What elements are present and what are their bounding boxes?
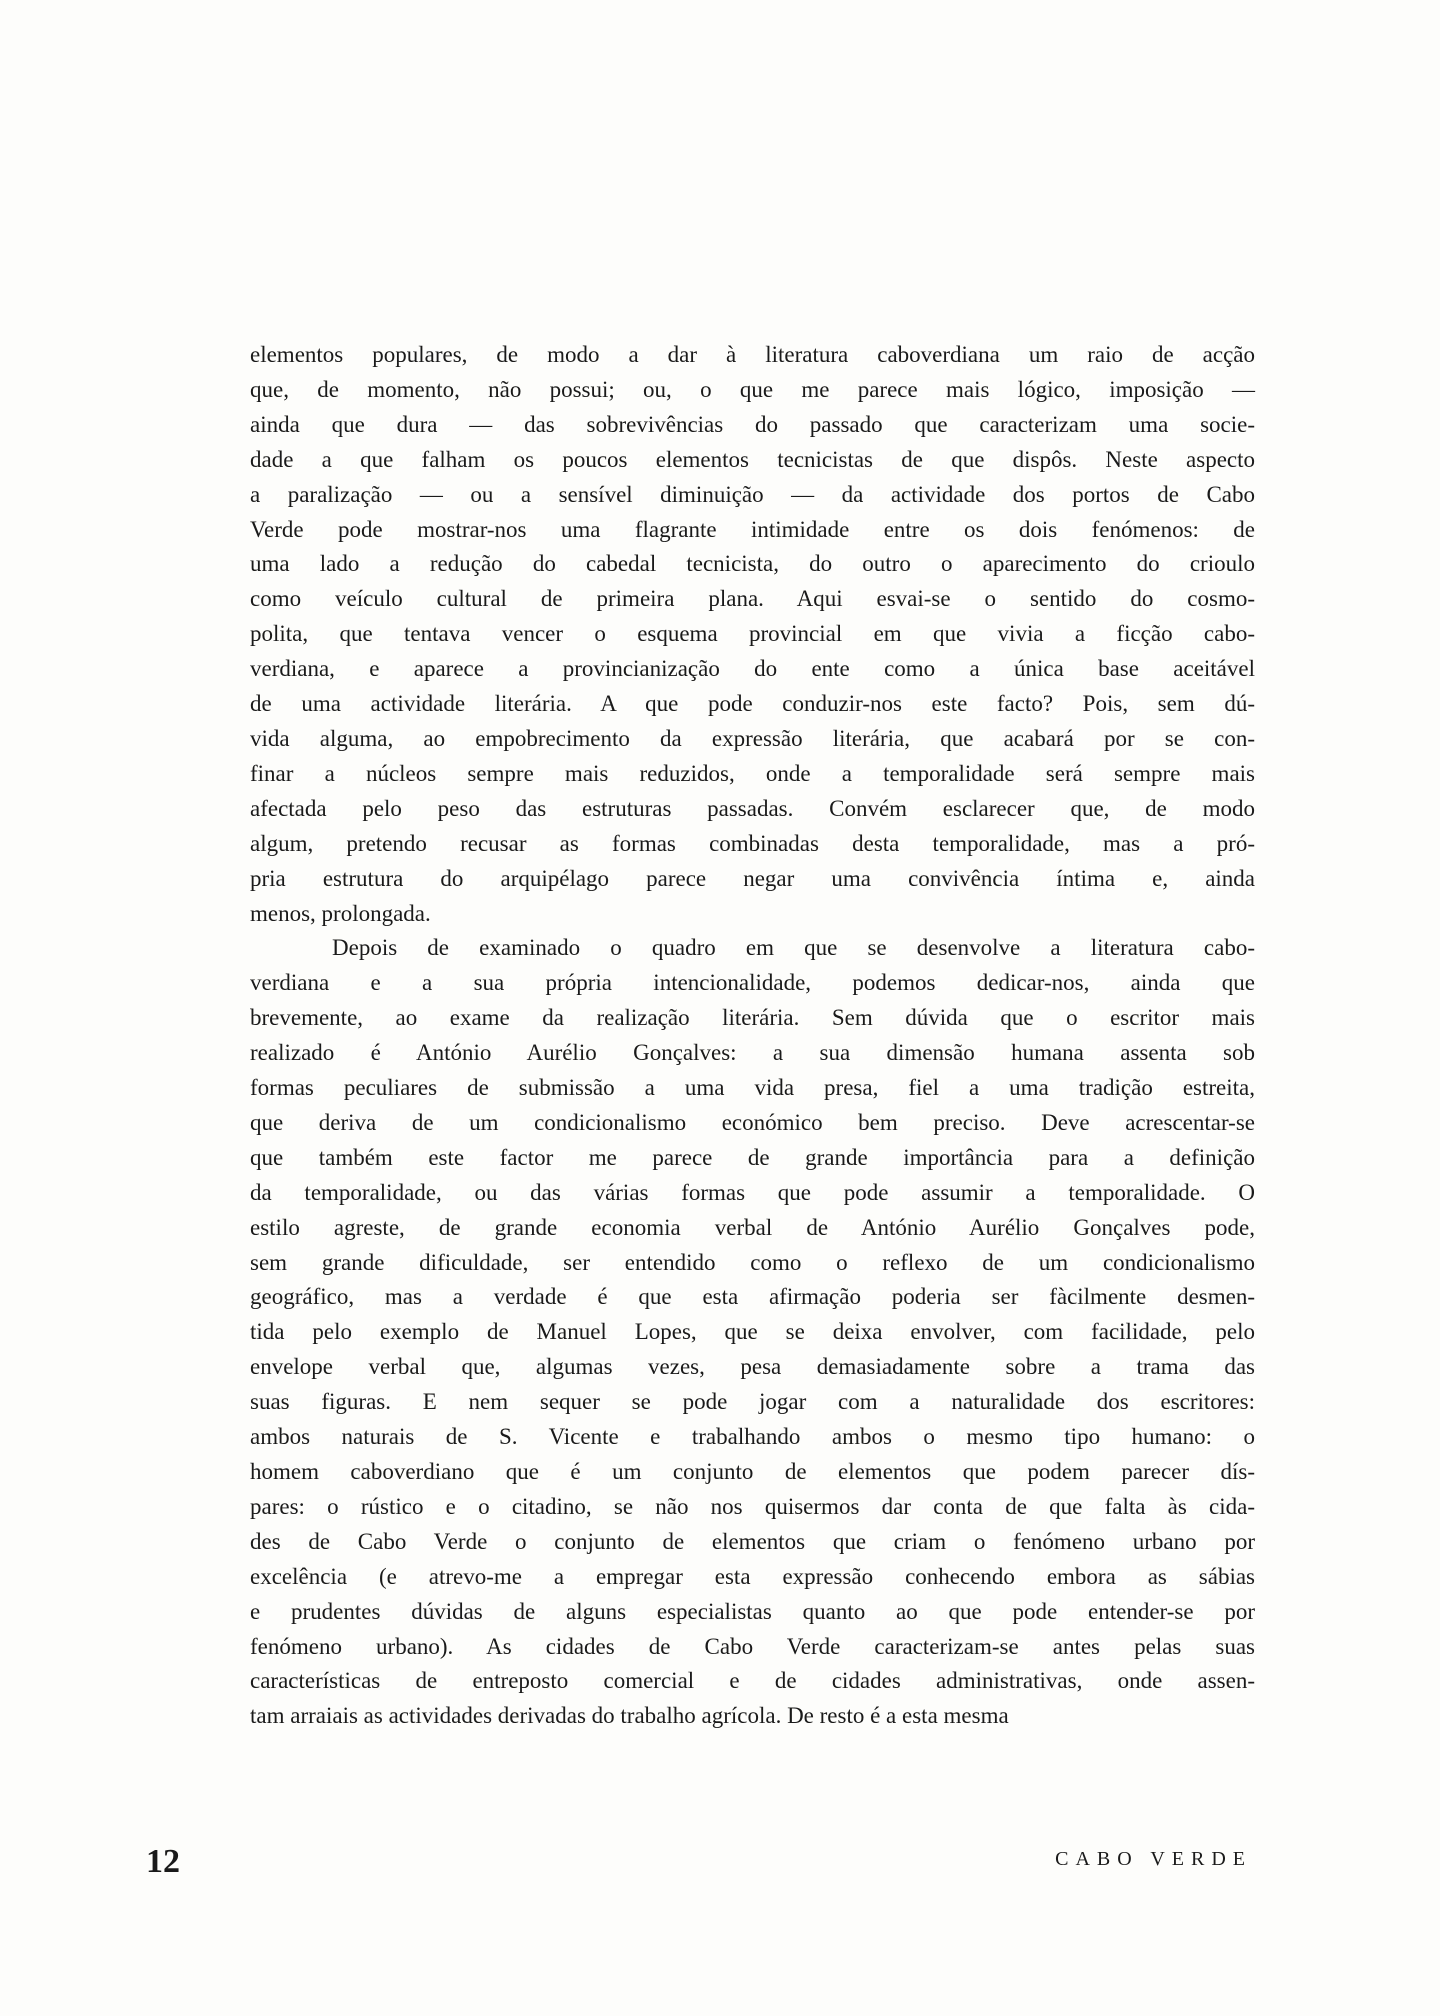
text-line: fenómeno urbano). As cidades de Cabo Verde caracterizam-se antes pelas suas [250, 1633, 1255, 1659]
text-line: formas peculiares de submissão a uma vida presa, fiel a uma tradição estreita, [250, 1075, 1255, 1101]
text-line: realizado é António Aurélio Gonçalves: a sua dimensão humana assenta sob [250, 1040, 1255, 1066]
text-line: des de Cabo Verde o conjunto de elementos que criam o fenómeno urbano por [250, 1528, 1255, 1554]
text-line: homem caboverdiano que é um conjunto de elementos que podem parecer dís- [250, 1459, 1255, 1484]
text-line: e prudentes dúvidas de alguns especialistas quanto ao que pode entender-se por [250, 1598, 1255, 1624]
text-line: finar a núcleos sempre mais reduzidos, onde a temporalidade será sempre mais [250, 760, 1255, 786]
text-line: da temporalidade, ou das várias formas que pode assumir a temporalidade. O [250, 1179, 1255, 1205]
text-line: suas figuras. E nem sequer se pode jogar com a naturalidade dos escritores: [250, 1389, 1255, 1415]
text-line: afectada pelo peso das estruturas passadas. Convém esclarecer que, de modo [250, 795, 1255, 821]
text-line: dade a que falham os poucos elementos tecnicistas de que dispôs. Neste aspecto [250, 446, 1255, 472]
text-line: ainda que dura — das sobrevivências do passado que caracterizam uma socie- [250, 411, 1255, 437]
text-line: verdiana, e aparece a provincianização do ente como a única base aceitável [250, 656, 1255, 682]
text-line: algum, pretendo recusar as formas combinadas desta temporalidade, mas a pró- [250, 830, 1255, 856]
text-line: características de entreposto comercial e de cidades administrativas, onde assen- [250, 1668, 1255, 1694]
text-line: sem grande dificuldade, ser entendido como o reflexo de um condicionalismo [250, 1249, 1255, 1275]
text-line: verdiana e a sua própria intencionalidade, podemos dedicar-nos, ainda que [250, 970, 1255, 996]
text-line: tida pelo exemplo de Manuel Lopes, que se deixa envolver, com facilidade, pelo [250, 1319, 1255, 1345]
text-line: que, de momento, não possui; ou, o que me parece mais lógico, imposição — [250, 376, 1255, 402]
text-line: ambos naturais de S. Vicente e trabalhando ambos o mesmo tipo humano: o [250, 1424, 1255, 1450]
body-text [250, 338, 1255, 1734]
text-line: Verde pode mostrar-nos uma flagrante intimidade entre os dois fenómenos: de [250, 516, 1255, 542]
text-line: como veículo cultural de primeira plana. Aqui esvai-se o sentido do cosmo- [250, 586, 1255, 612]
running-footer-title: CABO VERDE [1055, 1848, 1252, 1870]
text-line: elementos populares, de modo a dar à literatura caboverdiana um raio de acção [250, 342, 1255, 367]
text-line: excelência (e atrevo-me a empregar esta expressão conhecendo embora as sábias [250, 1563, 1255, 1589]
text-line: envelope verbal que, algumas vezes, pesa demasiadamente sobre a trama das [250, 1354, 1255, 1380]
text-line: Depois de examinado o quadro em que se desenvolve a literatura cabo- [332, 935, 1255, 961]
paragraph-2 [250, 931, 1255, 1734]
text-line: de uma actividade literária. A que pode conduzir-nos este facto? Pois, sem dú- [250, 691, 1255, 717]
text-line: a paralização — ou a sensível diminuição — da actividade dos portos de Cabo [250, 481, 1255, 507]
text-line: brevemente, ao exame da realização literária. Sem dúvida que o escritor mais [250, 1005, 1255, 1031]
text-line: estilo agreste, de grande economia verbal de António Aurélio Gonçalves pode, [250, 1214, 1255, 1240]
text-line: tam arraiais as actividades derivadas do trabalho agrícola. De resto é a esta mesma [250, 1703, 1009, 1729]
text-line: uma lado a redução do cabedal tecnicista, do outro o aparecimento do crioulo [250, 551, 1255, 577]
text-line: menos, prolongada. [250, 900, 431, 926]
text-line: vida alguma, ao empobrecimento da expressão literária, que acabará por se con- [250, 725, 1255, 751]
text-line: que também este factor me parece de grande importância para a definição [250, 1144, 1255, 1170]
text-line: pares: o rústico e o citadino, se não nos quisermos dar conta de que falta às cida- [250, 1493, 1255, 1519]
text-line: pria estrutura do arquipélago parece negar uma convivência íntima e, ainda [250, 865, 1255, 891]
text-line: geográfico, mas a verdade é que esta afirmação poderia ser fàcilmente desmen- [250, 1284, 1255, 1310]
text-line: que deriva de um condicionalismo económico bem preciso. Deve acrescentar-se [250, 1109, 1255, 1135]
page-number: 12 [146, 1843, 180, 1880]
paragraph-1 [250, 338, 1255, 931]
text-line: polita, que tentava vencer o esquema provincial em que vivia a ficção cabo- [250, 621, 1255, 647]
